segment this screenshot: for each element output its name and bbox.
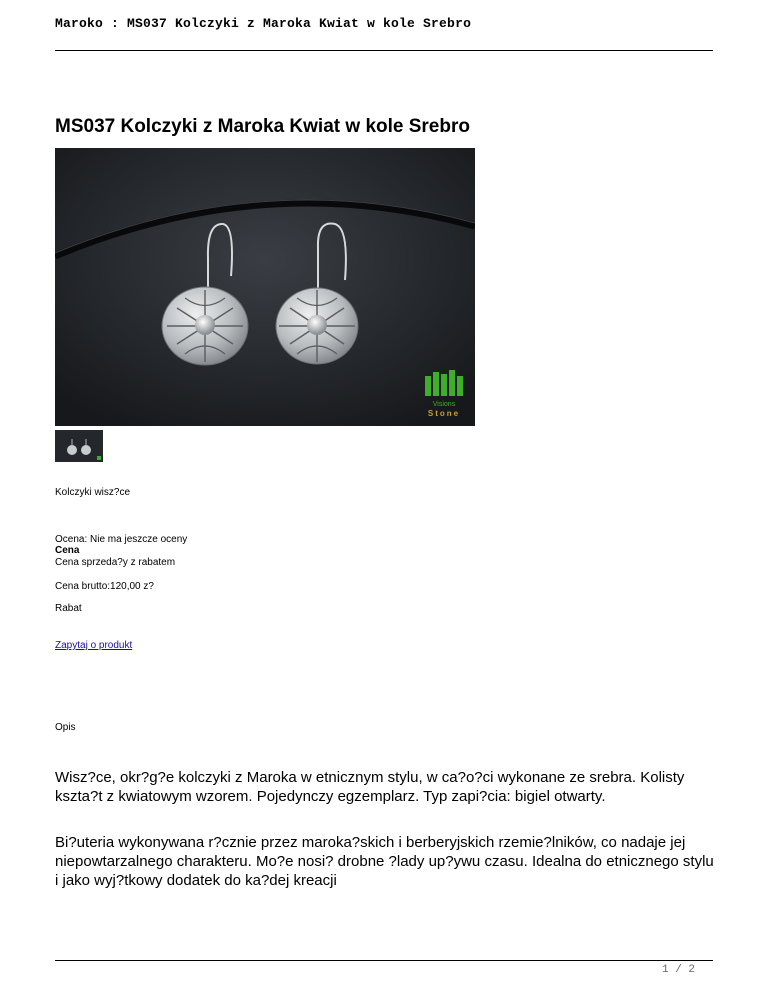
logo-text-visions: Visions	[432, 401, 456, 408]
footer-divider	[55, 960, 713, 961]
product-image	[55, 148, 475, 426]
description-heading: Opis	[55, 722, 76, 733]
product-subtitle: Kolczyki wisz?ce	[55, 487, 131, 498]
product-title: MS037 Kolczyki z Maroka Kwiat w kole Srebro	[55, 116, 470, 137]
price-heading: Cena	[55, 545, 80, 556]
description-paragraph-2: Bi?uteria wykonywana r?cznie przez maroka?skich i berberyjskich rzemie?lników, co nadaje jej niepowtarzalnego charakteru. Mo?e nosi? drobne ?lady up?ywu czasu. Idealna do etnicznego stylu i jako wyj?tkowy dodatek do ka?dej kreacji	[55, 834, 714, 889]
price-gross: Cena brutto:120,00 z?	[55, 581, 154, 592]
price-note: Cena sprzeda?y z rabatem	[55, 557, 176, 568]
description-paragraph-1: Wisz?ce, okr?g?e kolczyki z Maroka w etnicznym stylu, w ca?o?ci wykonane ze srebra. Kolisty kszta?t z kwiatowym wzorem. Pojedynczy egzemplarz. Typ zapi?cia: bigiel otwarty.	[55, 769, 685, 805]
page-number: 1 / 2	[662, 964, 696, 976]
ask-about-product-link[interactable]: Zapytaj o produkt	[55, 640, 133, 651]
shop-logo	[425, 370, 463, 418]
discount-label: Rabat	[55, 603, 82, 614]
logo-text-stone: Stone	[427, 409, 461, 418]
page-header: Maroko : MS037 Kolczyki z Maroka Kwiat w kole Srebro	[55, 16, 472, 31]
header-divider	[55, 50, 713, 51]
product-thumbnail[interactable]	[55, 430, 103, 462]
rating-text: Ocena: Nie ma jeszcze oceny	[55, 534, 188, 545]
